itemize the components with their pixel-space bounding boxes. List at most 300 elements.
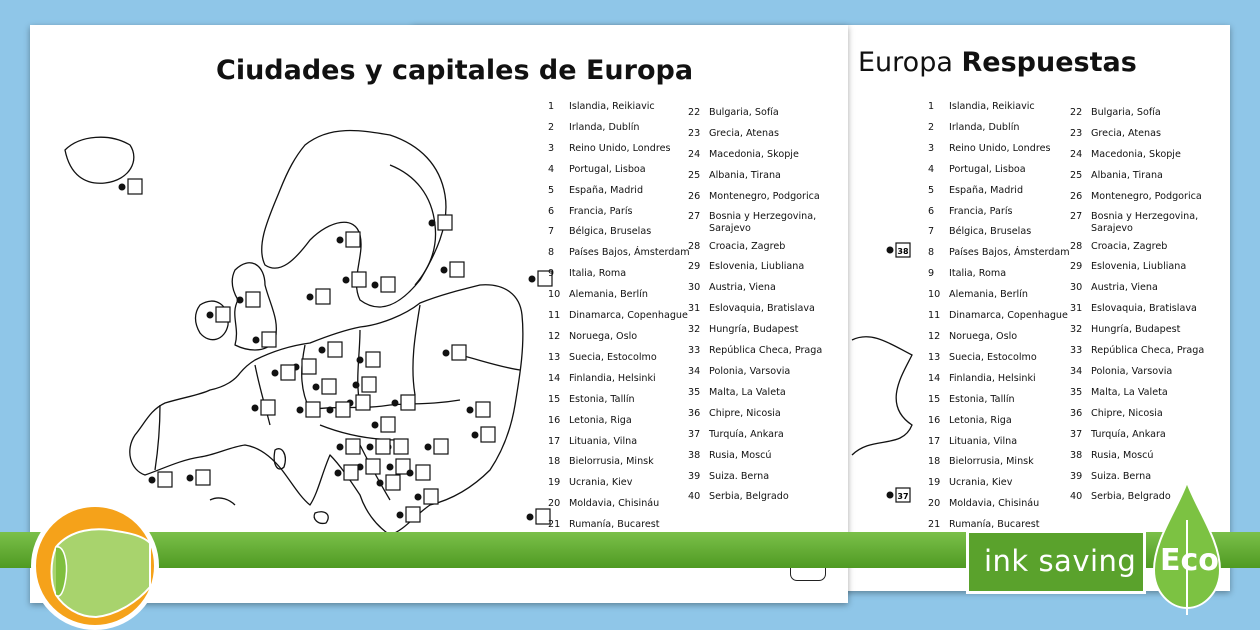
answer-list-item-number: 13 (928, 351, 941, 363)
answer-list-item (928, 473, 1070, 494)
city-dot (527, 514, 534, 521)
answer-list-item (928, 327, 1070, 348)
city-list-item (688, 425, 827, 446)
answer-box (306, 402, 320, 417)
city-marker (387, 459, 411, 474)
city-dot (187, 475, 194, 482)
answer-box (386, 475, 400, 490)
city-list-item-number: 7 (548, 226, 555, 238)
answer-list-item-number: 29 (1070, 261, 1083, 273)
answer-list-item-number: 37 (1070, 428, 1083, 440)
answer-list-item-text: Islandia, Reikiavic (949, 101, 1035, 112)
city-list-item (688, 103, 827, 124)
answer-list-item-number: 12 (928, 330, 941, 342)
answer-list-item-text: República Checa, Praga (1091, 345, 1205, 357)
city-list-item-number: 22 (688, 107, 701, 118)
answer-list-item-number: 3 (928, 142, 935, 154)
iberia-map-icon (36, 507, 154, 625)
city-list-item (548, 306, 690, 327)
answer-list-item (1070, 187, 1209, 208)
city-list-item (688, 299, 827, 320)
answer-list-item (1070, 383, 1209, 404)
answer-list-item (1070, 320, 1209, 341)
city-dot (407, 470, 414, 477)
city-dot (367, 444, 374, 451)
city-list-item-text: Bulgaria, Sofía (709, 107, 779, 118)
city-list-item-text: Rusia, Moscú (709, 449, 772, 461)
answer-list-item-number: 33 (1070, 345, 1083, 357)
city-list-item-text: Suiza. Berna (709, 470, 770, 482)
city-list-item-text: Serbia, Belgrado (709, 491, 789, 503)
city-marker (527, 509, 551, 524)
city-list-item-number: 13 (548, 351, 561, 363)
city-dot (372, 282, 379, 289)
city-list-item-number: 26 (688, 190, 701, 202)
city-dot (377, 480, 384, 487)
answer-box (302, 359, 316, 374)
answer-box (344, 465, 358, 480)
answer-box (406, 507, 420, 522)
answer-list-item-text: Portugal, Lisboa (949, 163, 1026, 175)
city-list-item-number: 38 (688, 449, 701, 461)
answer-list-item (928, 390, 1070, 411)
answer-box (401, 395, 415, 410)
answer-list-item-text: Macedonia, Skopje (1091, 148, 1181, 160)
answer-list-item (1070, 237, 1209, 258)
city-list-item-number: 5 (548, 184, 555, 196)
answer-list-item-text: Rusia, Moscú (1091, 449, 1154, 461)
answer-list-item-number: 36 (1070, 407, 1083, 419)
answer-list-item-text: Turquía, Ankara (1091, 428, 1166, 440)
city-list-item-number: 34 (688, 365, 701, 377)
city-list-item (548, 432, 690, 453)
city-dot (297, 407, 304, 414)
svg-text:38: 38 (897, 247, 909, 256)
answer-list-item (1070, 425, 1209, 446)
city-list-item-text: Bosnia y Herzegovina, Sarajevo (709, 210, 817, 234)
answer-list-item (928, 494, 1070, 515)
city-list-item-text: Francia, París (569, 205, 633, 217)
answer-box (352, 272, 366, 287)
city-marker (397, 507, 421, 522)
answer-list-item (1070, 257, 1209, 278)
city-list-item (548, 369, 690, 390)
city-list-item-text: Croacia, Zagreb (709, 240, 786, 252)
answer-list-item-text: Alemania, Berlín (949, 289, 1028, 301)
answer-box (362, 377, 376, 392)
answer-list-item-number: 19 (928, 477, 941, 489)
city-list-item-text: Grecia, Atenas (709, 127, 780, 139)
city-list-item (688, 145, 827, 166)
answer-list-item-text: Bélgica, Bruselas (949, 226, 1032, 238)
city-marker (372, 277, 396, 292)
answer-list-item-number: 2 (928, 121, 935, 133)
answer-box (450, 262, 464, 277)
city-list-item-text: Ucrania, Kiev (569, 477, 633, 489)
answer-list-item-number: 30 (1070, 282, 1083, 294)
city-marker (367, 439, 391, 454)
answer-list-item-number: 24 (1070, 148, 1083, 160)
city-list-item (548, 181, 690, 202)
city-list-item-number: 1 (548, 101, 555, 112)
answer-list-item-number: 16 (928, 414, 941, 426)
city-list-item-number: 25 (688, 169, 701, 181)
answer-list-item-number: 35 (1070, 386, 1083, 398)
worksheet-title: Ciudades y capitales de Europa (216, 55, 694, 86)
city-list-item-text: Lituania, Vilna (569, 435, 638, 447)
answer-marker-38 (887, 243, 911, 257)
answer-list-item-text: Letonia, Riga (949, 414, 1012, 426)
answer-box (316, 289, 330, 304)
city-list-item-number: 36 (688, 407, 701, 419)
city-marker (252, 400, 276, 415)
answer-list-item-number: 8 (928, 247, 935, 259)
city-marker (335, 465, 359, 480)
city-list-item-number: 37 (688, 428, 701, 440)
city-marker (297, 402, 321, 417)
city-list-item-text: Bélgica, Bruselas (569, 226, 652, 238)
city-list-item-text: Albania, Tirana (709, 169, 781, 181)
answer-list-item (928, 411, 1070, 432)
answer-box (346, 232, 360, 247)
city-marker (337, 439, 361, 454)
answer-box (366, 352, 380, 367)
city-marker (343, 272, 367, 287)
answer-list-item-number: 9 (928, 268, 935, 280)
city-dot (467, 407, 474, 414)
answer-list-item (1070, 404, 1209, 425)
answer-list-item-number: 23 (1070, 127, 1083, 139)
answer-list-item-text: Dinamarca, Copenhague (949, 310, 1068, 322)
city-dot (252, 405, 259, 412)
city-marker (307, 289, 331, 304)
city-marker (353, 377, 377, 392)
answer-list-item-number: 18 (928, 456, 941, 468)
answer-list-item-text: Eslovenia, Liubliana (1091, 261, 1187, 273)
city-list-item (688, 166, 827, 187)
answer-box (381, 277, 395, 292)
answer-list-item (1070, 299, 1209, 320)
answer-list-item-number: 40 (1070, 491, 1083, 503)
answer-box (158, 472, 172, 487)
answer-box (261, 400, 275, 415)
city-list-item (688, 320, 827, 341)
answer-list-col1 (928, 97, 1070, 536)
city-list-item-number: 29 (688, 261, 701, 273)
answer-list-item-text: Chipre, Nicosia (1091, 407, 1163, 419)
city-list-item (548, 118, 690, 139)
city-list-item-text: Bielorrusia, Minsk (569, 456, 654, 468)
answer-list-item-text: Grecia, Atenas (1091, 127, 1162, 139)
city-marker (357, 459, 381, 474)
city-dot (343, 277, 350, 284)
city-list-item-text: Montenegro, Podgorica (709, 190, 820, 202)
city-marker (377, 475, 401, 490)
city-marker (293, 359, 317, 374)
city-list-item-number: 14 (548, 372, 561, 384)
answer-list-item-text: Francia, París (949, 205, 1013, 217)
city-list-item-text: Polonia, Varsovia (709, 365, 791, 377)
city-list-item-text: Austria, Viena (709, 282, 776, 294)
answer-list-item-text: Ucrania, Kiev (949, 477, 1013, 489)
answer-box (336, 402, 350, 417)
answer-list-item (928, 369, 1070, 390)
ink-saving-label: ink saving (984, 544, 1137, 578)
answer-box (216, 307, 230, 322)
city-dot (149, 477, 156, 484)
city-list-item-text: Suecia, Estocolmo (569, 351, 657, 363)
city-dot (357, 357, 364, 364)
answer-list-item-text: Estonia, Tallín (949, 393, 1015, 405)
answer-list-item-number: 1 (928, 101, 935, 112)
city-dot (372, 422, 379, 429)
city-dot (319, 347, 326, 354)
answer-list-item-number: 5 (928, 184, 935, 196)
city-marker (272, 365, 296, 380)
answer-box (481, 427, 495, 442)
city-list-item (688, 341, 827, 362)
city-marker (237, 292, 261, 307)
answer-list-item-text: Suecia, Estocolmo (949, 351, 1037, 363)
answer-list-item-number: 20 (928, 498, 941, 510)
answer-list-item (1070, 341, 1209, 362)
city-list-item-number: 20 (548, 498, 561, 510)
city-list-item-text: Finlandia, Helsinki (569, 372, 656, 384)
city-list-item-number: 27 (688, 210, 701, 222)
city-marker (119, 179, 143, 194)
answer-list-item-number: 10 (928, 289, 941, 301)
city-list-item (688, 446, 827, 467)
city-dot (337, 444, 344, 451)
city-list-item-number: 16 (548, 414, 561, 426)
city-list-item (548, 160, 690, 181)
answer-box (246, 292, 260, 307)
city-list-item-number: 4 (548, 163, 555, 175)
city-marker (149, 472, 173, 487)
city-list-item (548, 494, 690, 515)
city-dot (397, 512, 404, 519)
city-list-item-number: 31 (688, 303, 701, 315)
city-list-item (548, 202, 690, 223)
answer-marker-37 (887, 488, 911, 502)
answer-list-item-text: Moldavia, Chisináu (949, 498, 1040, 510)
answer-list-item-text: Montenegro, Podgorica (1091, 190, 1202, 202)
city-marker (207, 307, 231, 322)
city-list-item-number: 12 (548, 330, 561, 342)
answer-list-item-number: 17 (928, 435, 941, 447)
city-list-item-number: 19 (548, 477, 561, 489)
city-list-item-number: 32 (688, 324, 701, 336)
city-list-item (688, 187, 827, 208)
answer-list-item (928, 160, 1070, 181)
city-dot (443, 350, 450, 357)
answer-list-item (928, 243, 1070, 264)
city-dot (429, 220, 436, 227)
answer-list-item-number: 15 (928, 393, 941, 405)
city-list-item (548, 264, 690, 285)
answer-list-item-number: 14 (928, 372, 941, 384)
city-marker (415, 489, 439, 504)
city-dot (425, 444, 432, 451)
city-list-item (548, 327, 690, 348)
answer-list-item-number: 11 (928, 310, 941, 322)
answer-box (476, 402, 490, 417)
city-dot (307, 294, 314, 301)
city-list-item-text: Reino Unido, Londres (569, 142, 671, 154)
answer-list-item-text: Finlandia, Helsinki (949, 372, 1036, 384)
city-list-item (688, 257, 827, 278)
city-list-item-number: 21 (548, 519, 561, 531)
city-list-item (688, 404, 827, 425)
svg-text:37: 37 (897, 492, 909, 501)
city-list-item-number: 11 (548, 310, 561, 322)
city-list-item-number: 33 (688, 345, 701, 357)
city-list-item-number: 18 (548, 456, 561, 468)
answer-list-item (928, 306, 1070, 327)
answer-list-item-text: Serbia, Belgrado (1091, 491, 1171, 503)
city-list-item-text: Rumanía, Bucarest (569, 519, 660, 531)
city-dot (253, 337, 260, 344)
city-list-item (548, 243, 690, 264)
answer-box (322, 379, 336, 394)
answer-list-item-text: Reino Unido, Londres (949, 142, 1051, 154)
city-list-item-text: Malta, La Valeta (709, 386, 786, 398)
answer-list-item (1070, 124, 1209, 145)
city-list-item-text: Eslovenia, Liubliana (709, 261, 805, 273)
answer-box (366, 459, 380, 474)
city-list-item-text: Islandia, Reikiavic (569, 101, 655, 112)
answer-list-item (1070, 208, 1209, 237)
city-list-item (548, 222, 690, 243)
city-marker (357, 352, 381, 367)
city-list-item-text: Letonia, Riga (569, 414, 632, 426)
city-dot (237, 297, 244, 304)
answer-box (452, 345, 466, 360)
answer-sheet-title: Europa Respuestas (858, 47, 1137, 78)
answer-list-item (928, 264, 1070, 285)
answer-list-item-text: Bulgaria, Sofía (1091, 107, 1161, 118)
city-marker (319, 342, 343, 357)
city-dot (207, 312, 214, 319)
answer-list-item (928, 97, 1070, 118)
answer-list-item (928, 348, 1070, 369)
city-list-item (688, 124, 827, 145)
city-list-col2 (688, 103, 827, 508)
city-list-item-number: 15 (548, 393, 561, 405)
city-list-item-text: República Checa, Praga (709, 345, 823, 357)
answer-list-item-number: 39 (1070, 470, 1083, 482)
city-list-item (548, 285, 690, 306)
city-list-item-text: Dinamarca, Copenhague (569, 310, 688, 322)
answer-list-item-text: Polonia, Varsovia (1091, 365, 1173, 377)
city-list-item-text: Irlanda, Dublín (569, 121, 640, 133)
answer-list-item-text: Croacia, Zagreb (1091, 240, 1168, 252)
city-marker (392, 395, 416, 410)
city-dot (387, 464, 394, 471)
answer-list-item-number: 4 (928, 163, 935, 175)
answer-list-item-text: Lituania, Vilna (949, 435, 1018, 447)
city-list-item (688, 362, 827, 383)
answer-list-item (1070, 103, 1209, 124)
city-list-item-number: 40 (688, 491, 701, 503)
answer-list-item-text: Noruega, Oslo (949, 330, 1018, 342)
city-list-item-number: 39 (688, 470, 701, 482)
answer-list-item (928, 139, 1070, 160)
answer-list-item (928, 202, 1070, 223)
city-list-item-text: Italia, Roma (569, 268, 627, 280)
answer-box (356, 395, 370, 410)
answer-list-item (928, 118, 1070, 139)
city-list-item-number: 23 (688, 127, 701, 139)
answer-list-item (1070, 446, 1209, 467)
city-list-item-text: Chipre, Nicosia (709, 407, 781, 419)
city-list-item-text: Hungría, Budapest (709, 324, 799, 336)
city-list-item-number: 17 (548, 435, 561, 447)
answer-list-item-number: 22 (1070, 107, 1083, 118)
city-dot (119, 184, 126, 191)
answer-list-item-text: España, Madrid (949, 184, 1024, 196)
answer-box (424, 489, 438, 504)
city-dot (272, 370, 279, 377)
answer-box (416, 465, 430, 480)
spain-map-badge (31, 502, 159, 630)
city-list-item-text: Eslovaquia, Bratislava (709, 303, 815, 315)
city-list-item (548, 97, 690, 118)
city-list-item-text: Noruega, Oslo (569, 330, 638, 342)
answer-list-item (928, 181, 1070, 202)
city-list-item-text: Alemania, Berlín (569, 289, 648, 301)
answer-box (376, 439, 390, 454)
answer-list-item-text: Bosnia y Herzegovina, Sarajevo (1091, 210, 1199, 234)
answer-list-item (928, 285, 1070, 306)
answer-box (438, 215, 452, 230)
answer-list-item-number: 21 (928, 519, 941, 531)
city-list-item (688, 208, 827, 237)
city-list-item-number: 2 (548, 121, 555, 133)
city-list-item (548, 411, 690, 432)
city-marker (187, 470, 211, 485)
city-list-item-text: Portugal, Lisboa (569, 163, 646, 175)
city-list-item (688, 383, 827, 404)
city-marker (425, 439, 449, 454)
city-list-col1 (548, 97, 690, 536)
city-list-item-number: 9 (548, 268, 555, 280)
answer-list-item-text: Bielorrusia, Minsk (949, 456, 1034, 468)
city-list-item-number: 8 (548, 247, 555, 259)
city-list-item-number: 30 (688, 282, 701, 294)
answer-list-item (1070, 362, 1209, 383)
city-list-item (548, 390, 690, 411)
city-dot (529, 276, 536, 283)
answer-list-item-text: Austria, Viena (1091, 282, 1158, 294)
answer-list-item-number: 32 (1070, 324, 1083, 336)
answer-list-item-number: 38 (1070, 449, 1083, 461)
answer-list-item-number: 25 (1070, 169, 1083, 181)
city-list-item-text: Macedonia, Skopje (709, 148, 799, 160)
answer-list-item (928, 432, 1070, 453)
eco-label: Eco (1160, 543, 1219, 578)
answer-list-item-text: Países Bajos, Ámsterdam (949, 247, 1070, 259)
city-list-item-number: 10 (548, 289, 561, 301)
city-list-item (548, 348, 690, 369)
answer-box (196, 470, 210, 485)
answer-box (281, 365, 295, 380)
city-list-item (548, 139, 690, 160)
answer-list-item-number: 31 (1070, 303, 1083, 315)
answer-list-item-number: 26 (1070, 190, 1083, 202)
answer-box (381, 417, 395, 432)
city-list-item-text: Turquía, Ankara (709, 428, 784, 440)
